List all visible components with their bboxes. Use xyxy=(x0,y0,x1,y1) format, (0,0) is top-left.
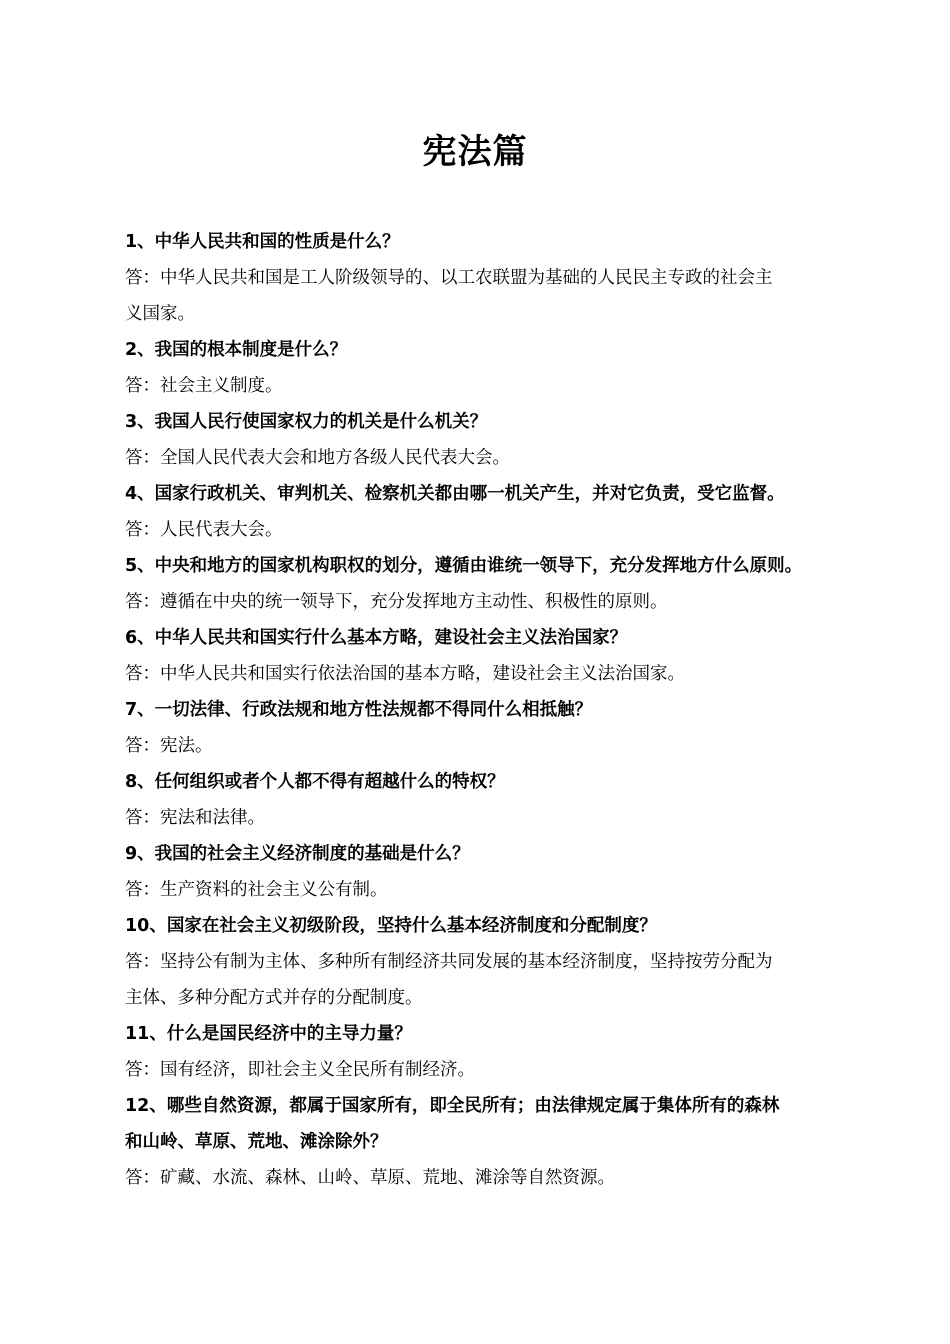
answer-8: 答：宪法和法律。 xyxy=(125,808,265,828)
answer-6: 答：中华人民共和国实行依法治国的基本方略，建设社会主义法治国家。 xyxy=(125,664,685,684)
qa-list xyxy=(125,224,855,1196)
answer-10-line-2: 主体、多种分配方式并存的分配制度。 xyxy=(125,988,423,1008)
question-11: 11、什么是国民经济中的主导力量？ xyxy=(125,1024,412,1044)
answer-9: 答：生产资料的社会主义公有制。 xyxy=(125,880,388,900)
answer-7: 答：宪法。 xyxy=(125,736,213,756)
question-5: 5、中央和地方的国家机构职权的划分，遵循由谁统一领导下，充分发挥地方什么原则。 xyxy=(125,556,803,576)
answer-12: 答：矿藏、水流、森林、山岭、草原、荒地、滩涂等自然资源。 xyxy=(125,1168,615,1188)
question-10: 10、国家在社会主义初级阶段，坚持什么基本经济制度和分配制度？ xyxy=(125,916,657,936)
answer-2: 答：社会主义制度。 xyxy=(125,376,283,396)
question-12-line-2: 和山岭、草原、荒地、滩涂除外？ xyxy=(125,1132,388,1152)
question-7: 7、一切法律、行政法规和地方性法规都不得同什么相抵触？ xyxy=(125,700,593,720)
question-1-line-1: 1、中华人民共和国的性质是什么？ xyxy=(125,232,400,252)
question-8: 8、任何组织或者个人都不得有超越什么的特权？ xyxy=(125,772,505,792)
question-12-line-1: 12、哪些自然资源，都属于国家所有，即全民所有；由法律规定属于集体所有的森林 xyxy=(125,1096,780,1116)
answer-5: 答：遵循在中央的统一领导下，充分发挥地方主动性、积极性的原则。 xyxy=(125,592,668,612)
answer-11: 答：国有经济，即社会主义全民所有制经济。 xyxy=(125,1060,475,1080)
question-4: 4、国家行政机关、审判机关、检察机关都由哪一机关产生，并对它负责，受它监督。 xyxy=(125,484,785,504)
page-title: 宪法篇 xyxy=(422,132,528,172)
answer-4: 答：人民代表大会。 xyxy=(125,520,283,540)
question-3: 3、我国人民行使国家权力的机关是什么机关？ xyxy=(125,412,488,432)
answer-1-line-2: 义国家。 xyxy=(125,304,195,324)
question-9: 9、我国的社会主义经济制度的基础是什么？ xyxy=(125,844,470,864)
answer-3: 答：全国人民代表大会和地方各级人民代表大会。 xyxy=(125,448,510,468)
answer-1-line-1: 答：中华人民共和国是工人阶级领导的、以工农联盟为基础的人民民主专政的社会主 xyxy=(125,268,773,288)
answer-10-line-1: 答：坚持公有制为主体、多种所有制经济共同发展的基本经济制度，坚持按劳分配为 xyxy=(125,952,773,972)
question-2: 2、我国的根本制度是什么？ xyxy=(125,340,348,360)
question-6: 6、中华人民共和国实行什么基本方略，建设社会主义法治国家？ xyxy=(125,628,628,648)
